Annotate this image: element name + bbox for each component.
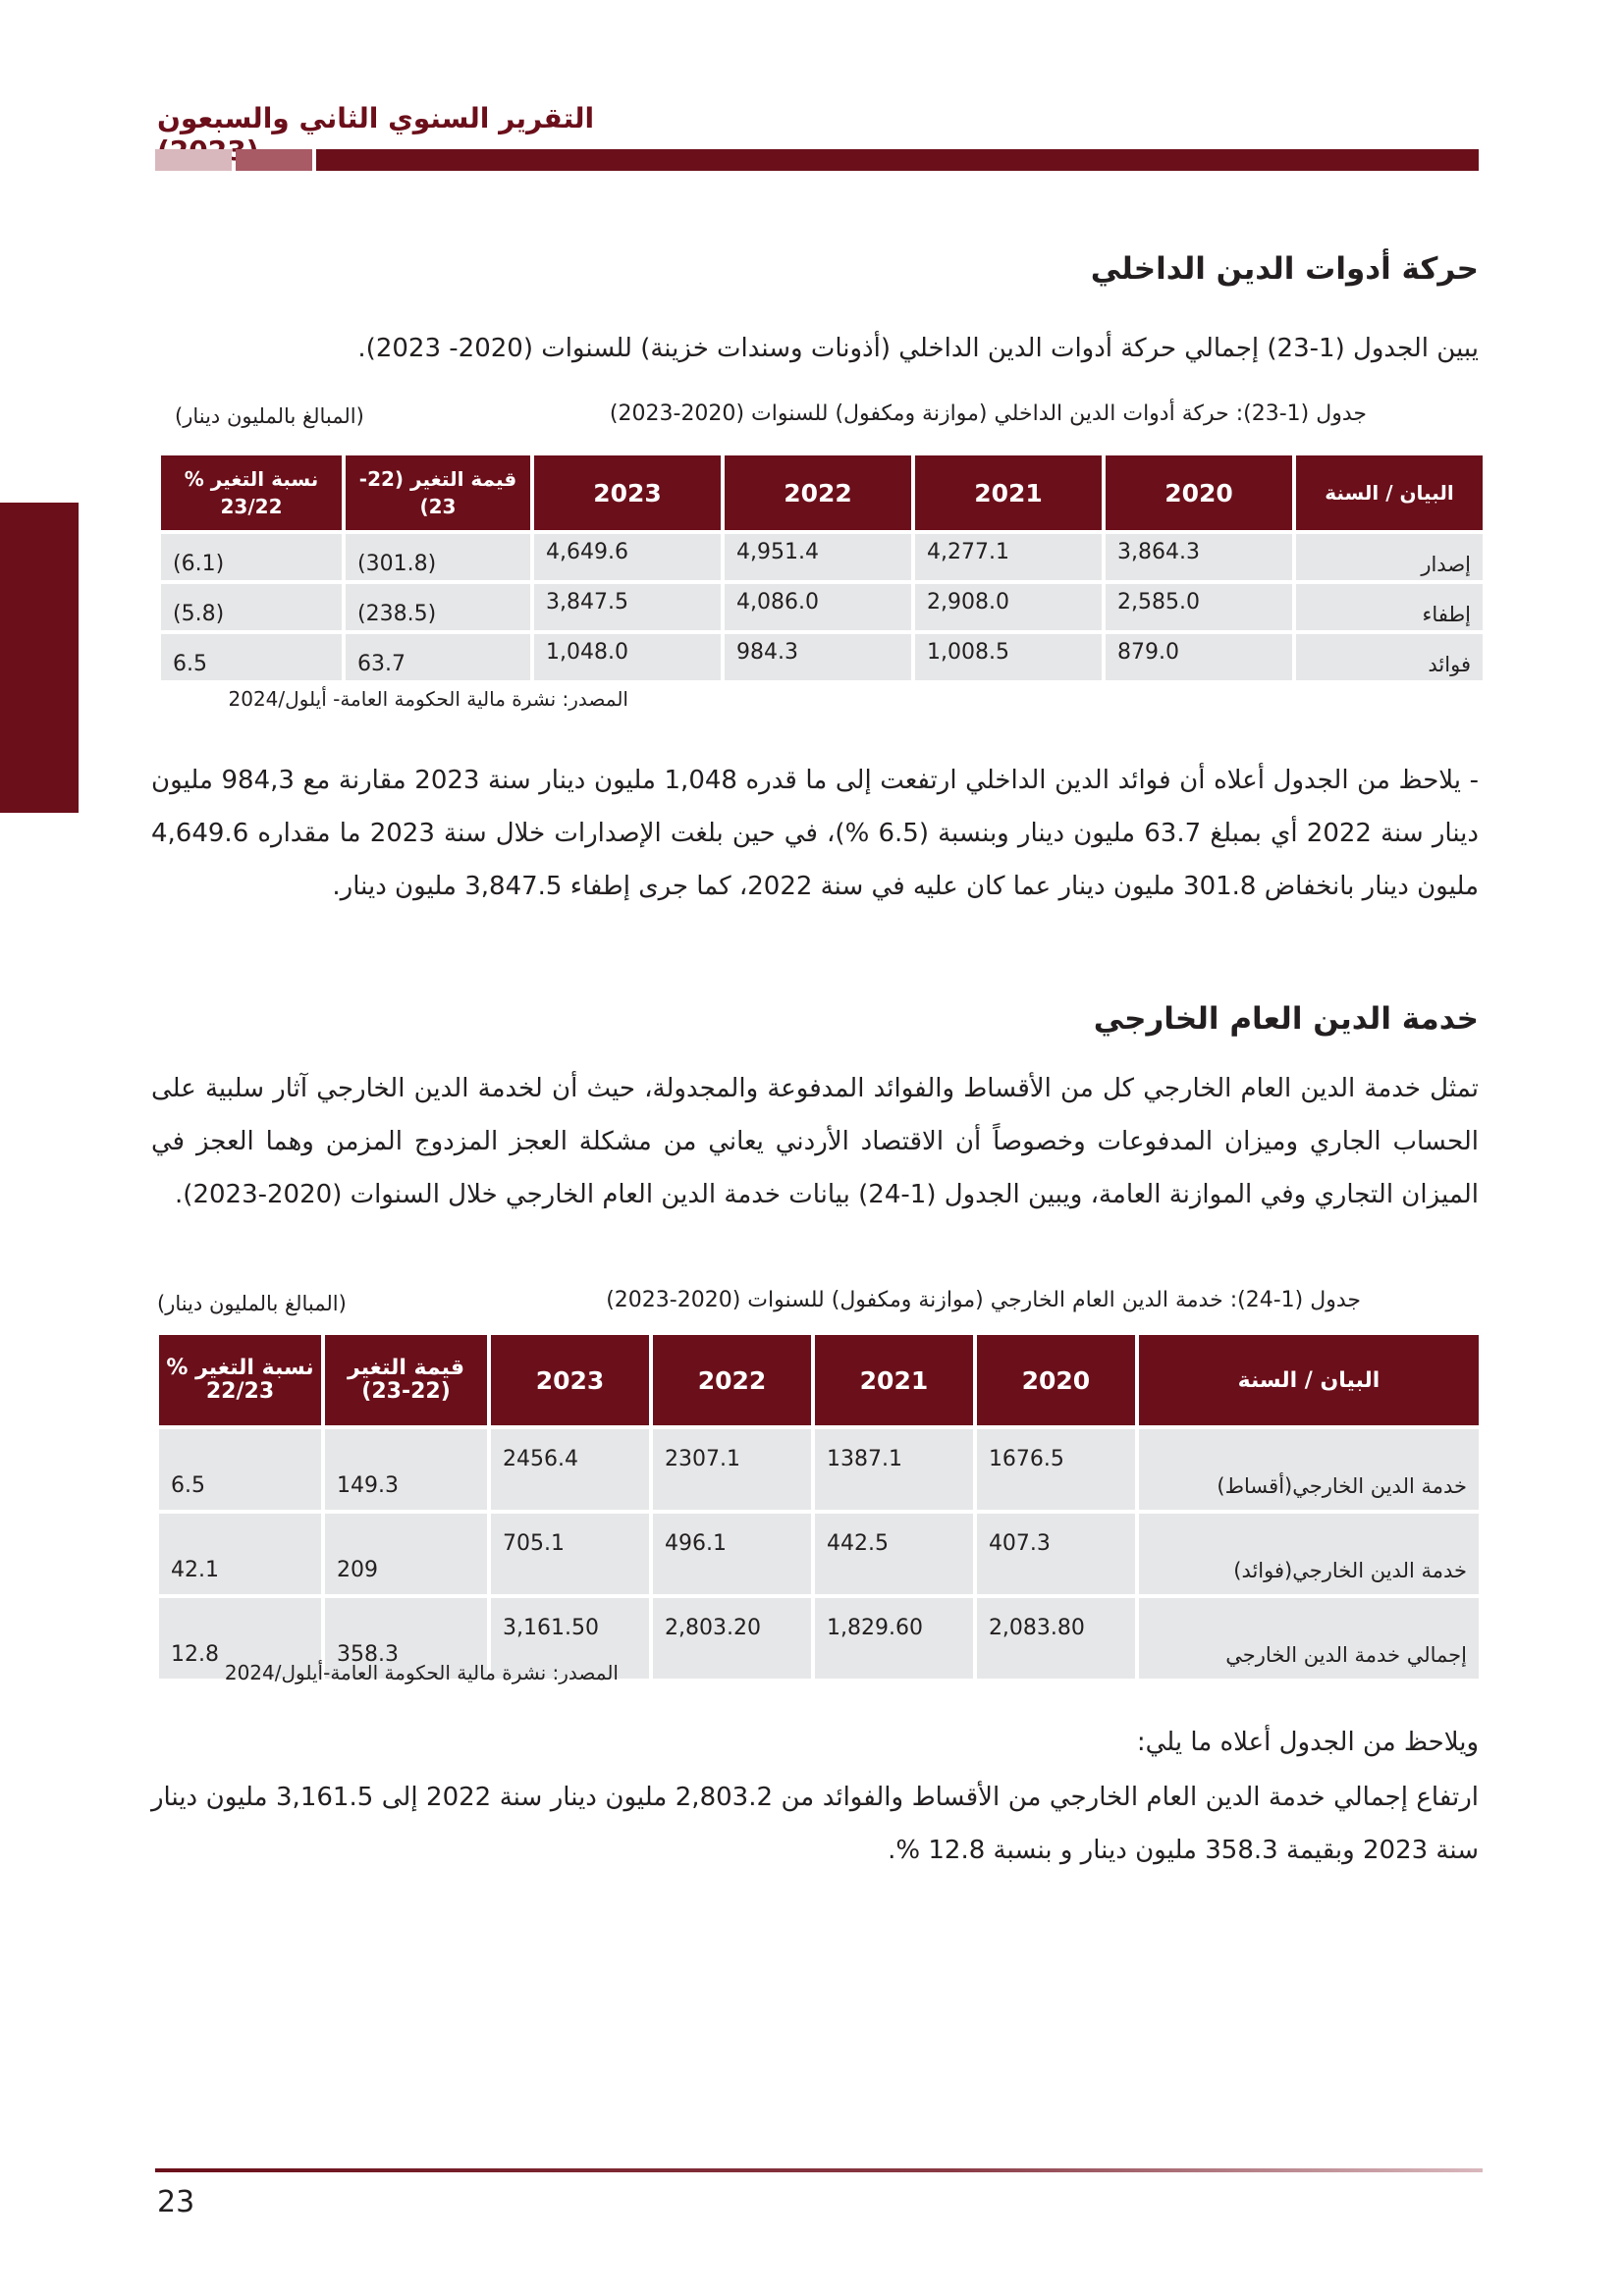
table-cell: (238.5) (346, 584, 530, 630)
table-cell: (301.8) (346, 534, 530, 580)
table-header-row (159, 1335, 1479, 1425)
table-cell: 3,847.5 (534, 584, 721, 630)
table-cell: 42.1 (159, 1514, 321, 1594)
table1-caption: جدول (1-23): حركة أدوات الدين الداخلي (موازنة ومكفول) للسنوات (2020-2023) (609, 401, 1367, 426)
header-band-dark (316, 149, 1479, 171)
table-row (161, 634, 1483, 680)
table-header-cell: 2021 (815, 1335, 973, 1425)
table-cell: 63.7 (346, 634, 530, 680)
table-cell: 12.8 (159, 1598, 321, 1679)
table2-source: المصدر: نشرة مالية الحكومة العامة-أيلول/2024 (224, 1661, 619, 1684)
row-label: خدمة الدين الخارجي(فوائد) (1139, 1514, 1479, 1594)
table-cell: 4,951.4 (725, 534, 911, 580)
table1-unit: (المبالغ بالمليون دينار) (175, 404, 364, 428)
table-cell: 4,086.0 (725, 584, 911, 630)
header-band-light (155, 149, 232, 171)
table-cell: (5.8) (161, 584, 342, 630)
table-cell: 1,008.5 (915, 634, 1102, 680)
row-label: خدمة الدين الخارجي(أقساط) (1139, 1429, 1479, 1510)
report-title: التقرير السنوي الثاني والسبعون (157, 102, 595, 134)
page-number: 23 (157, 2185, 195, 2219)
table-header-cell: نسبة التغير % 23/22 (161, 455, 342, 530)
table-cell: 705.1 (491, 1514, 649, 1594)
table-header-cell: نسبة التغير % 22/23 (159, 1335, 321, 1425)
table-cell: 1387.1 (815, 1429, 973, 1510)
table2-caption: جدول (1-24): خدمة الدين العام الخارجي (موازنة ومكفول) للسنوات (2020-2023) (606, 1288, 1361, 1312)
table-cell: 4,277.1 (915, 534, 1102, 580)
table-cell: 2307.1 (653, 1429, 811, 1510)
table-header-cell: البيان / السنة (1139, 1335, 1479, 1425)
table1-source: المصدر: نشرة مالية الحكومة العامة- أيلول/2024 (228, 687, 628, 711)
table-cell: 6.5 (161, 634, 342, 680)
table-cell: 879.0 (1106, 634, 1292, 680)
table-cell: 2456.4 (491, 1429, 649, 1510)
table-cell: 2,585.0 (1106, 584, 1292, 630)
section1-heading: حركة أدوات الدين الداخلي (1090, 251, 1479, 287)
section1-intro: يبين الجدول (1-23) إجمالي حركة أدوات الدين الداخلي (أذونات وسندات خزينة) للسنوات (2020- 2023). (357, 334, 1479, 363)
table-cell: 209 (325, 1514, 487, 1594)
table-header-cell: 2022 (725, 455, 911, 530)
table-cell: 2,083.80 (977, 1598, 1135, 1679)
table-cell: 1,048.0 (534, 634, 721, 680)
row-label: إطفاء (1296, 584, 1483, 630)
table-header-cell: 2023 (491, 1335, 649, 1425)
table-header-cell: البيان / السنة (1296, 455, 1483, 530)
table-header-cell: 2022 (653, 1335, 811, 1425)
table-header-cell: قيمة التغير (22-23) (346, 455, 530, 530)
table-cell: 3,864.3 (1106, 534, 1292, 580)
table-cell: 984.3 (725, 634, 911, 680)
section2-heading: خدمة الدين العام الخارجي (1093, 1001, 1479, 1037)
table-row (161, 584, 1483, 630)
side-tab (0, 503, 79, 813)
table-header-cell: 2020 (977, 1335, 1135, 1425)
header-band-mid (236, 149, 312, 171)
header-band (155, 149, 1479, 171)
table-cell: 496.1 (653, 1514, 811, 1594)
footer-line (155, 2168, 1483, 2172)
section2-note: ارتفاع إجمالي خدمة الدين العام الخارجي من الأقساط والفوائد من 2,803.2 مليون دينار سنة 2022 إلى 3,161.5 مليون دينار سنة 2023 وبقيمة 358.3 مليون دينار و بنسبة 12.8 %. (151, 1783, 1480, 1865)
table-cell: 2,908.0 (915, 584, 1102, 630)
table-row (159, 1429, 1479, 1510)
table-header-cell: 2021 (915, 455, 1102, 530)
table-row (161, 534, 1483, 580)
table-header-row (161, 455, 1483, 530)
table-row (159, 1514, 1479, 1594)
table-cell: 358.3 (325, 1598, 487, 1679)
table-header-cell: قيمة التغير (22-23) (325, 1335, 487, 1425)
section1-note: - يلاحظ من الجدول أعلاه أن فوائد الدين الداخلي ارتفعت إلى ما قدره 1,048 مليون دينار سنة 2023 مقارنة مع 984,3 مليون دينار سنة 2022 أي بمبلغ 63.7 مليون دينار وبنسبة (6.5 %)، في حين بلغت الإصدارات خلال سنة 2023 ما مقداره 4,649.6 مليون دينار بانخفاض 301.8 مليون دينار عما كان عليه في سنة 2022، كما جرى إطفاء 3,847.5 مليون دينار. (151, 766, 1480, 901)
table-cell: (6.1) (161, 534, 342, 580)
table1 (157, 452, 1487, 684)
table-cell: 407.3 (977, 1514, 1135, 1594)
table2-unit: (المبالغ بالمليون دينار) (157, 1292, 347, 1315)
row-label: إجمالي خدمة الدين الخارجي (1139, 1598, 1479, 1679)
table-cell: 1,829.60 (815, 1598, 973, 1679)
table-cell: 6.5 (159, 1429, 321, 1510)
row-label: إصدار (1296, 534, 1483, 580)
table-cell: 4,649.6 (534, 534, 721, 580)
row-label: فوائد (1296, 634, 1483, 680)
table-header-cell: 2020 (1106, 455, 1292, 530)
table-cell: 1676.5 (977, 1429, 1135, 1510)
table-header-cell: 2023 (534, 455, 721, 530)
table2 (155, 1331, 1483, 1682)
table-cell: 2,803.20 (653, 1598, 811, 1679)
section2-intro: تمثل خدمة الدين العام الخارجي كل من الأقساط والفوائد المدفوعة والمجدولة، حيث أن لخدمة الدين الخارجي آثار سلبية على الحساب الجاري وميزان المدفوعات وخصوصاً أن الاقتصاد الأردني يعاني من مشكلة العجز المزدوج المزمن وهما العجز في الميزان التجاري وفي الموازنة العامة، ويبين الجدول (1-24) بيانات خدمة الدين العام الخارجي خلال السنوات (2020-2023). (151, 1074, 1479, 1209)
table-cell: 442.5 (815, 1514, 973, 1594)
table-cell: 3,161.50 (491, 1598, 649, 1679)
section2-note-lead: ويلاحظ من الجدول أعلاه ما يلي: (1136, 1728, 1479, 1757)
table-cell: 149.3 (325, 1429, 487, 1510)
